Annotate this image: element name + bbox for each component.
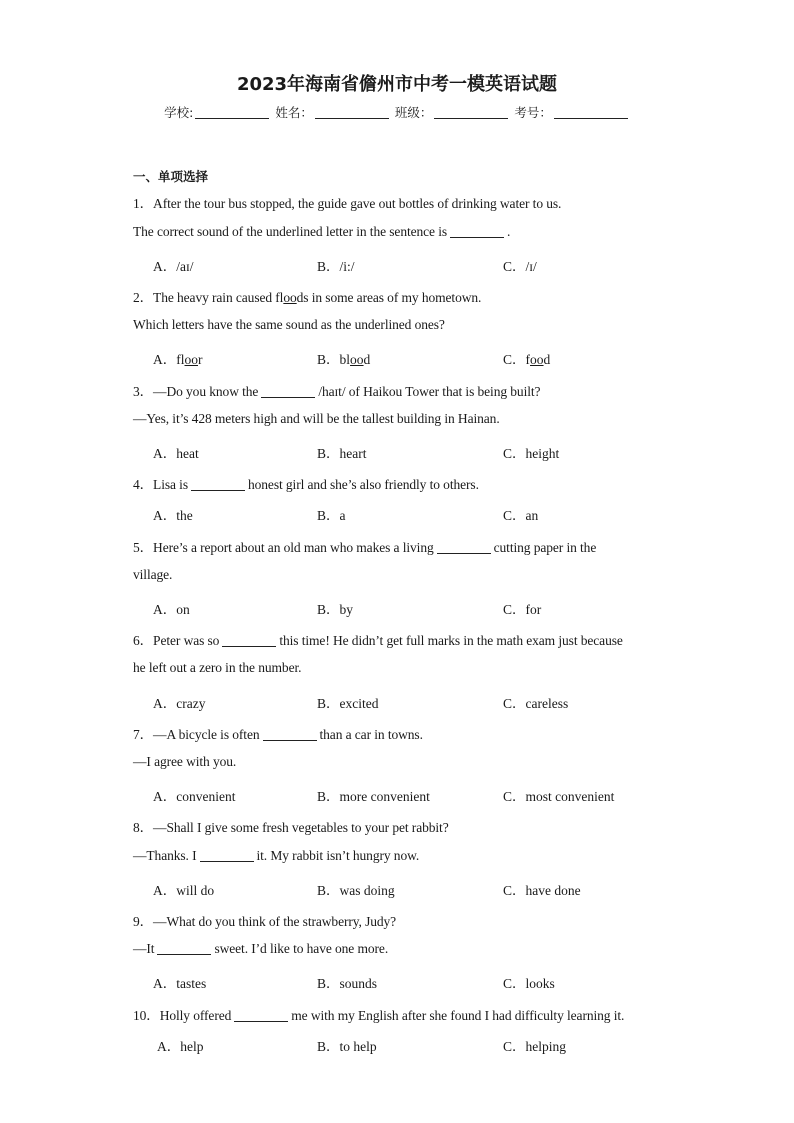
question-10-option-a[interactable]: A．help bbox=[157, 1039, 204, 1054]
question-6-option-a[interactable]: A．crazy bbox=[153, 696, 206, 711]
question-9-option-a[interactable]: A．tastes bbox=[153, 976, 207, 991]
question-8-option-a[interactable]: A．will do bbox=[153, 883, 215, 898]
question-4-stem: 4．Lisa is honest girl and she’s also friendly to others. bbox=[133, 477, 479, 492]
question-6-option-c[interactable]: C．careless bbox=[503, 696, 569, 711]
question-5-stem-continued: village. bbox=[133, 567, 173, 582]
question-1-prompt: The correct sound of the underlined letter in the sentence is . bbox=[133, 224, 511, 239]
question-8-option-c[interactable]: C．have done bbox=[503, 883, 581, 898]
question-8-response: —Thanks. I it. My rabbit isn’t hungry now. bbox=[133, 848, 420, 863]
question-10-option-b[interactable]: B．to help bbox=[317, 1039, 377, 1054]
school-label: 学校: bbox=[164, 105, 194, 120]
question-1-option-b[interactable]: B．/i:/ bbox=[317, 259, 355, 274]
question-7-response: —I agree with you. bbox=[133, 754, 237, 769]
question-10-stem: 10．Holly offered me with my English after she found I had difficulty learning it. bbox=[133, 1008, 625, 1023]
question-9-option-c[interactable]: C．looks bbox=[503, 976, 555, 991]
question-5-option-a[interactable]: A．on bbox=[153, 602, 190, 617]
question-3-option-b[interactable]: B．heart bbox=[317, 446, 367, 461]
answer-blank bbox=[263, 728, 317, 741]
question-7-stem: 7．—A bicycle is often than a car in towns. bbox=[133, 727, 423, 742]
underlined-letters: oo bbox=[283, 290, 297, 305]
question-4-option-b[interactable]: B．a bbox=[317, 508, 346, 523]
question-7-option-a[interactable]: A．convenient bbox=[153, 789, 236, 804]
question-2-prompt: Which letters have the same sound as the underlined ones? bbox=[133, 317, 445, 332]
answer-blank bbox=[437, 541, 491, 554]
question-1-option-c[interactable]: C．/ɪ/ bbox=[503, 259, 537, 274]
question-5-stem: 5．Here’s a report about an old man who makes a living cutting paper in the bbox=[133, 540, 597, 555]
question-9-option-b[interactable]: B．sounds bbox=[317, 976, 378, 991]
answer-blank bbox=[234, 1009, 288, 1022]
answer-blank bbox=[450, 225, 504, 238]
question-1-option-a[interactable]: A．/aɪ/ bbox=[153, 259, 194, 274]
class-blank[interactable] bbox=[434, 106, 508, 119]
question-1-stem: 1．After the tour bus stopped, the guide gave out bottles of drinking water to us. bbox=[133, 196, 562, 211]
question-8-stem: 8．—Shall I give some fresh vegetables to your pet rabbit? bbox=[133, 820, 449, 835]
answer-blank bbox=[157, 942, 211, 955]
answer-blank bbox=[261, 385, 315, 398]
question-8-option-b[interactable]: B．was doing bbox=[317, 883, 395, 898]
question-7-option-c[interactable]: C．most convenient bbox=[503, 789, 615, 804]
school-blank[interactable] bbox=[195, 106, 269, 119]
question-9-stem: 9．—What do you think of the strawberry, Judy? bbox=[133, 914, 397, 929]
page-title: 2023年海南省儋州市中考一模英语试题 bbox=[236, 74, 558, 95]
question-3-stem: 3．—Do you know the /haɪt/ of Haikou Tower that is being built? bbox=[133, 384, 541, 399]
answer-blank bbox=[222, 634, 276, 647]
question-3-response: —Yes, it’s 428 meters high and will be the tallest building in Hainan. bbox=[133, 411, 500, 426]
number-blank[interactable] bbox=[554, 106, 628, 119]
number-label: 考号： bbox=[514, 105, 552, 120]
question-5-option-c[interactable]: C．for bbox=[503, 602, 542, 617]
question-6-option-b[interactable]: B．excited bbox=[317, 696, 379, 711]
question-6-stem-continued: he left out a zero in the number. bbox=[133, 660, 302, 675]
question-4-option-c[interactable]: C．an bbox=[503, 508, 539, 523]
question-2-stem: 2．The heavy rain caused floods in some areas of my hometown. bbox=[133, 290, 482, 305]
question-2-option-b[interactable]: B．blood bbox=[317, 352, 371, 367]
question-10-option-c[interactable]: C．helping bbox=[503, 1039, 566, 1054]
name-label: 姓名： bbox=[275, 105, 313, 120]
question-3-option-c[interactable]: C．height bbox=[503, 446, 560, 461]
name-blank[interactable] bbox=[315, 106, 389, 119]
question-3-option-a[interactable]: A．heat bbox=[153, 446, 199, 461]
question-7-option-b[interactable]: B．more convenient bbox=[317, 789, 430, 804]
question-6-stem: 6．Peter was so this time! He didn’t get full marks in the math exam just because bbox=[133, 633, 623, 648]
question-4-option-a[interactable]: A．the bbox=[153, 508, 193, 523]
answer-blank bbox=[200, 849, 254, 862]
question-2-option-a[interactable]: A．floor bbox=[153, 352, 203, 367]
section-heading: 一、单项选择 bbox=[133, 169, 209, 184]
question-2-option-c[interactable]: C．food bbox=[503, 352, 551, 367]
question-9-response: —It sweet. I’d like to have one more. bbox=[133, 941, 389, 956]
question-5-option-b[interactable]: B．by bbox=[317, 602, 354, 617]
student-info-line bbox=[0, 103, 794, 121]
class-label: 班级： bbox=[394, 105, 433, 120]
answer-blank bbox=[191, 478, 245, 491]
